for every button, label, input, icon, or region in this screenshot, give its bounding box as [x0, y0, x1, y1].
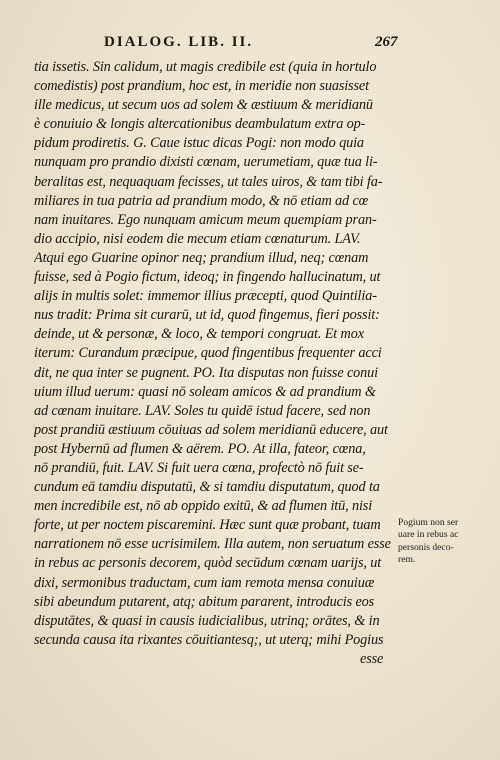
text-line: men incredibile est, nō ab oppido exitū, & ad flumen itū, nisi	[34, 498, 373, 515]
text-line: post prandiū æstiuum cōuiuas ad solem meridianū educere, aut	[34, 421, 388, 438]
text-line: sibi abeundum putarent, atq; abitum pararent, introducis eos	[34, 593, 375, 610]
text-line: beralitas est, nequaquam fecisses, ut tales uiros, & tam tibi fa-	[34, 173, 383, 190]
text-line: narrationem nō esse ucrisimilem. Illa autem, non seruatum esse	[34, 536, 391, 553]
text-line: cundum eā tamdiu disputatū, & si tamdiu disputatum, quod ta	[34, 479, 380, 496]
running-head: DIALOG. LIB. II.	[104, 34, 254, 50]
text-line: post Hybernū ad flumen & aërem. PO. At illa, fateor, cœna,	[34, 440, 366, 457]
text-line: nam inuitares. Ego nunquam amicum meum quempiam pran-	[34, 211, 377, 228]
text-line: nunquam pro prandio dixisti cœnam, uerumetiam, quæ tua li-	[34, 154, 378, 171]
text-line: uium illud uerum: quasi nō soleam amicos & ad prandium &	[34, 383, 376, 400]
text-line: nus tradit: Prima sit curarū, ut id, quod fingemus, fieri possit:	[34, 307, 380, 324]
text-line: tia issetis. Sin calidum, ut magis credibile est (quia in hortulo	[34, 59, 377, 75]
marginal-note	[398, 517, 488, 566]
text-line: comedistis) post prandium, hoc est, in meridie non suasisset	[34, 78, 369, 95]
text-line: dixi, sermonibus traductam, cum iam remota mensa conuiuæ	[34, 574, 375, 591]
text-line: dit, ne qua inter se pugnent. PO. Ita disputas non fuisse conui	[34, 364, 378, 381]
marginal-note-line: rem.	[398, 553, 416, 565]
text-line: esse	[360, 650, 384, 667]
text-line: disputātes, & quasi in causis iudicialibus, utrinq; orātes, & in	[34, 612, 380, 629]
text-line: in rebus ac personis decorem, quòd secūdum cœnam uarijs, ut	[34, 555, 382, 572]
text-line: Atqui ego Guarine opinor neq; prandium illud, neq; cœnam	[34, 249, 369, 266]
text-line: alijs in multis solet: immemor illius præcepti, quod Quintilia-	[34, 288, 377, 305]
text-line: dio accipio, nisi eodem die mecum etiam cœnaturum. LAV.	[34, 230, 361, 247]
marginal-note-line: personis deco-	[398, 541, 454, 553]
text-line: nō prandiū, fuit. LAV. Si fuit uera cœna, profectò nō fuit se-	[34, 459, 364, 476]
body-text	[34, 58, 394, 669]
text-line: secunda causa ita rixantes cōuitiantesq;, ut uterq; mihi Pogius	[34, 631, 384, 648]
text-line: ille medicus, ut secum uos ad solem & æstiuum & meridianū	[34, 97, 373, 114]
marginal-note-line: Pogium non ser	[398, 517, 459, 528]
text-line: iterum: Curandum præcipue, quod fingentibus frequenter acci	[34, 345, 382, 362]
marginal-note-line: uare in rebus ac	[398, 529, 459, 541]
text-line: ad cœnam inuitare. LAV. Soles tu quidē istud facere, sed non	[34, 402, 371, 419]
text-line: forte, ut per noctem piscaremini. Hæc sunt quæ probant, tuam	[34, 517, 381, 534]
text-line: pidum prodiretis. G. Caue istuc dicas Pogi: non modo quia	[34, 135, 364, 152]
text-line: miliares in tua patria ad prandium modo, & nō etiam ad cœ	[34, 192, 369, 209]
text-line: è conuiuio & longis altercationibus deambulatum extra op-	[34, 116, 366, 133]
page-number: 267	[375, 34, 398, 50]
text-line: deinde, ut & personæ, & loco, & tempori congruat. Et mox	[34, 326, 364, 343]
page-header	[104, 34, 404, 54]
text-line: fuisse, sed à Pogio fictum, ideoq; in fingendo hallucinatum, ut	[34, 269, 381, 286]
